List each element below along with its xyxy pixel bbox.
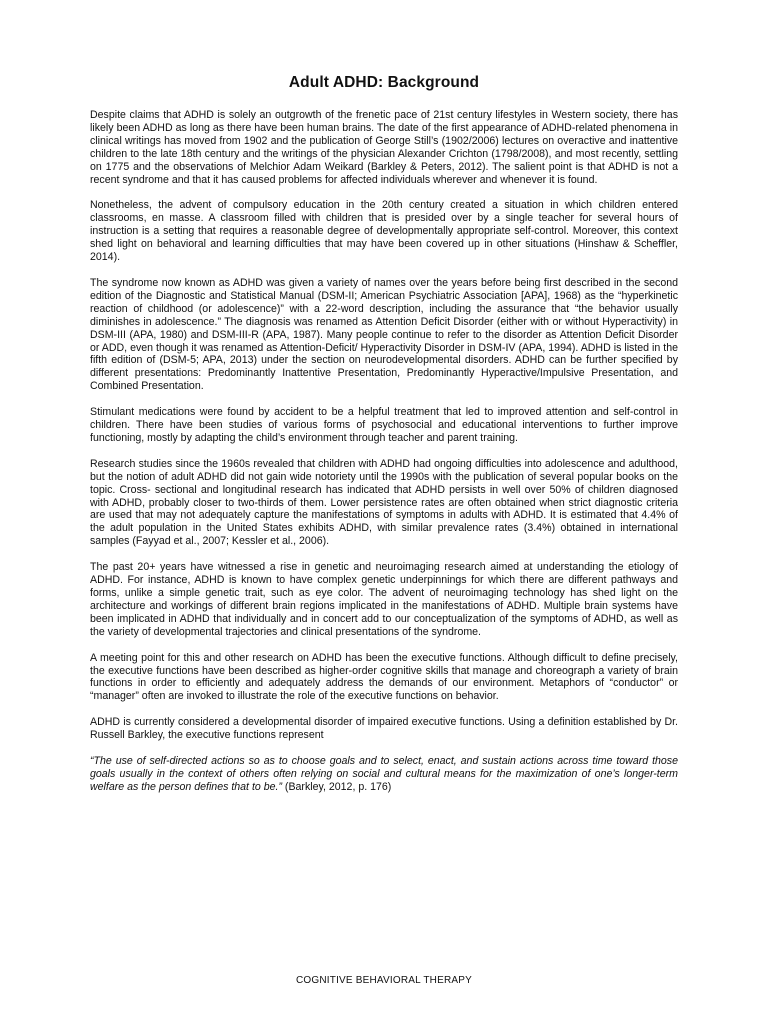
paragraph-2: Nonetheless, the advent of compulsory education in the 20th century created a situation in which children entered classrooms, en masse. A classroom filled with children that is presided over by a single teacher for several hours of instruction is a setting that requires a reasonable degree of developmentally appropriate self-control. Moreover, this context shed light on behavioral and learning difficulties that may have been covered up in other situations (Hinshaw & Scheffler, 2014). <box>90 199 678 264</box>
paragraph-1: Despite claims that ADHD is solely an outgrowth of the frenetic pace of 21st century lifestyles in Western society, there has likely been ADHD as long as there have been human brains. The date of the first appearance of ADHD-related phenomena in clinical writings has moved from 1902 and the publication of George Still’s (1902/2006) lectures on overactive and inattentive children to the late 18th century and the writings of the physician Alexander Crichton (1798/2008), and most recently, settling on 1775 and the observations of Melchior Adam Weikard (Barkley & Peters, 2012). The salient point is that ADHD is not a recent syndrome and that it has caused problems for affected individuals wherever and whenever it is found. <box>90 109 678 186</box>
paragraph-7: A meeting point for this and other research on ADHD has been the executive functions. Although difficult to define precisely, the executive functions have been described as higher-order cognitive skills that manage and choreograph a variety of brain functions in order to efficiently and adequately address the demands of our environment. Metaphors of “conductor” or “manager” often are invoked to illustrate the role of the executive functions on behavior. <box>90 651 678 703</box>
page-footer: COGNITIVE BEHAVIORAL THERAPY <box>295 975 472 986</box>
paragraph-6: The past 20+ years have witnessed a rise in genetic and neuroimaging research aimed at understanding the etiology of ADHD. For instance, ADHD is known to have complex genetic underpinnings for which there are different pathways and forms, unlike a simple genetic trait, such as eye color. The advent of neuroimaging technology has shed light on the architecture and workings of different brain regions implicated in the manifestations of ADHD. Multiple brain systems have been implicated in ADHD that individually and in concert add to our conceptualization of the symptoms of ADHD, as well as the variety of developmental trajectories and clinical presentations of the syndrome. <box>90 561 678 638</box>
block-quote <box>90 755 678 794</box>
quote-citation: (Barkley, 2012, p. 176) <box>281 780 392 793</box>
paragraph-4: Stimulant medications were found by accident to be a helpful treatment that led to improved attention and self-control in children. There have been studies of various forms of psychosocial and educational interventions to further improve functioning, mostly by adapting the child’s environment through teacher and parent training. <box>90 406 678 444</box>
document-body <box>90 109 678 794</box>
quote-text: “The use of self-directed actions so as to choose goals and to select, enact, and sustain actions across time toward those goals usually in the context of others often relying on social and cultural means for the maximization of one’s longer-term welfare as the person defines that to be.” <box>90 755 678 793</box>
paragraph-3: The syndrome now known as ADHD was given a variety of names over the years before being first described in the second edition of the Diagnostic and Statistical Manual (DSM-II; American Psychiatric Association [APA], 1968) as the “hyperkinetic reaction of childhood (or adolescence)” with a 22-word description, including the assurance that “the behavior usually diminishes in adolescence.” The diagnosis was renamed as Attention Deficit Disorder (either with or without Hyperactivity) in DSM-III (APA, 1980) and DSM-III-R (APA, 1987). Many people continue to refer to the disorder as Attention Deficit Disorder or ADD, even though it was renamed as Attention-Deficit/ Hyperactivity Disorder in DSM-IV (APA, 1994). ADHD is listed in the fifth edition of (DSM-5; APA, 2013) under the section on neurodevelopmental disorders. ADHD can be further specified by different presentations: Predominantly Inattentive Presentation, Predominantly Hyperactive/Impulsive Presentation, and Combined Presentation. <box>90 276 678 393</box>
page-title: Adult ADHD: Background <box>288 74 480 91</box>
paragraph-5: Research studies since the 1960s revealed that children with ADHD had ongoing difficulties into adolescence and adulthood, but the notion of adult ADHD did not gain wide notoriety until the 1990s with the publication of several popular books on the topic. Cross- sectional and longitudinal research has indicated that ADHD persists in well over 50% of children diagnosed with ADHD, probably closer to two-thirds of them. Lower persistence rates are often obtained when strict diagnostic criteria are used that may not adequately capture the manifestations of symptoms in adults with ADHD. It is estimated that 4.4% of the adult population in the United States exhibits ADHD, with similar prevalence rates (3.4%) obtained in international samples (Fayyad et al., 2007; Kessler et al., 2006). <box>90 457 678 548</box>
paragraph-8: ADHD is currently considered a developmental disorder of impaired executive functions. Using a definition established by Dr. Russell Barkley, the executive functions represent <box>90 716 678 742</box>
